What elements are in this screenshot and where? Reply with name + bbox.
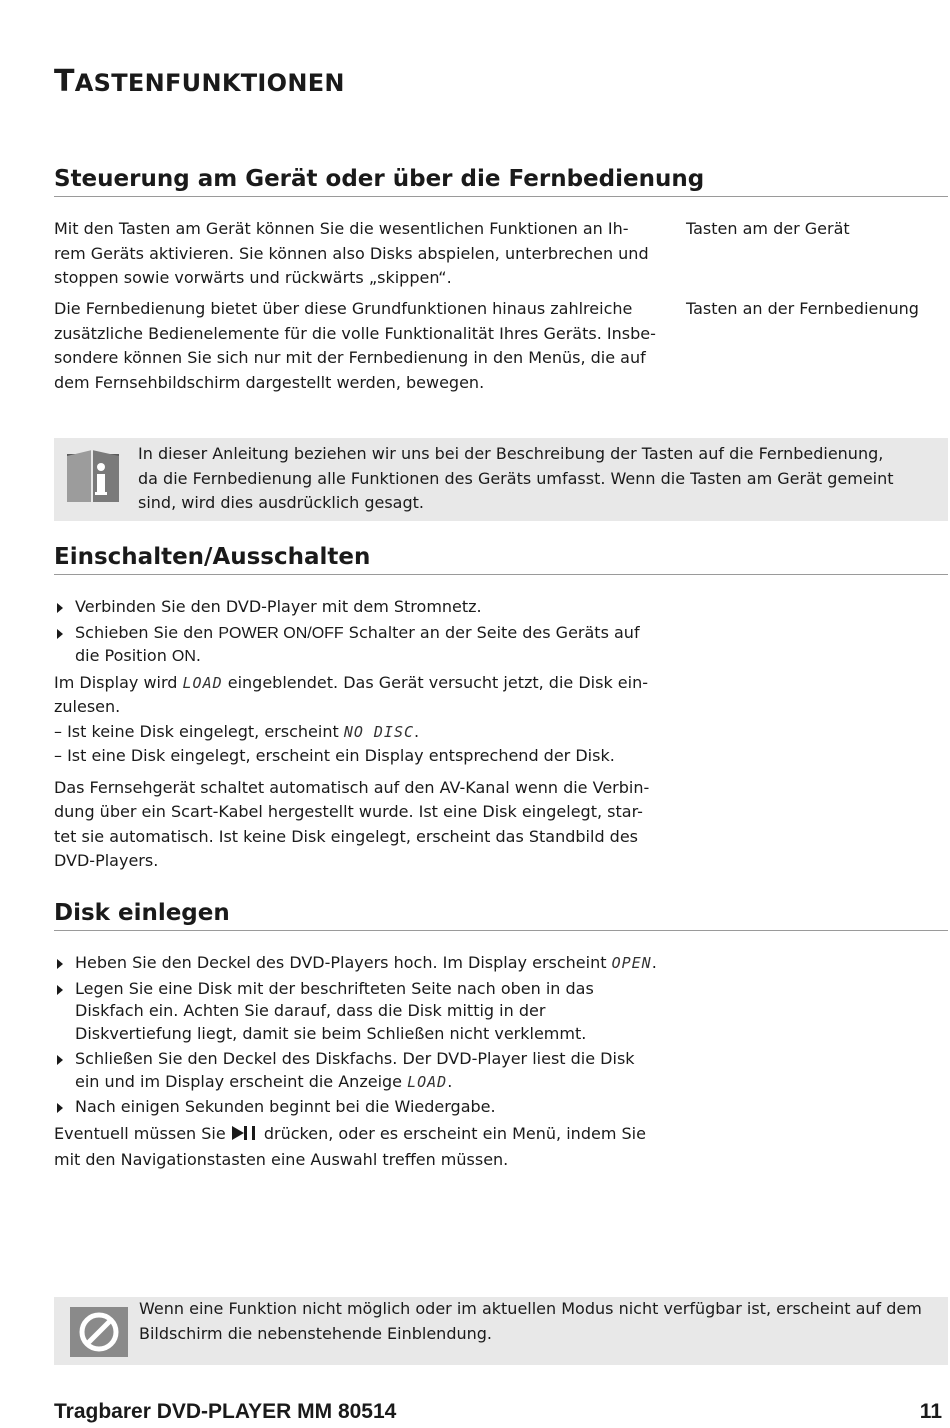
text-line: Mit den Tasten am Gerät können Sie die wesentlichen Funktionen an Ih- (54, 219, 629, 238)
display-text: Im Display wird LOAD eingeblendet. Das Gerät versucht jetzt, die Disk ein- zulesen. (54, 672, 648, 716)
lcd-text: NO DISC (343, 722, 415, 741)
page-number: 11 (919, 1400, 942, 1423)
warning-note-text (139, 1297, 922, 1346)
list-item: Legen Sie eine Disk mit der beschrifteten Seite nach oben in das Diskfach ein. Achten Sie darauf, dass die Disk mittig in der Diskvertiefung liegt, damit sie beim Schließen nicht verklemmt. (54, 978, 664, 1046)
step-list (54, 952, 664, 1119)
paragraph-tasten-geraet (54, 217, 664, 291)
bullet-arrow-icon (57, 985, 63, 995)
footer-product-name: Tragbarer DVD-PLAYER MM 80514 (54, 1400, 397, 1423)
text-line: dung über ein Scart-Kabel hergestellt wurde. Ist eine Disk eingelegt, star- (54, 802, 643, 821)
section-heading-disk-einlegen: Disk einlegen (54, 900, 948, 931)
text-line: Die Fernbedienung bietet über diese Grundfunktionen hinaus zahlreiche (54, 299, 633, 318)
av-paragraph (54, 776, 664, 874)
list-item: Nach einigen Sekunden beginnt bei die Wiedergabe. (54, 1096, 664, 1119)
text-line: Wenn eine Funktion nicht möglich oder im aktuellen Modus nicht verfügbar ist, erscheint auf dem (139, 1299, 922, 1318)
lcd-text: LOAD (182, 673, 223, 692)
lcd-text: OPEN (611, 954, 652, 972)
prohibited-icon (70, 1307, 128, 1361)
page-title: TASTENFUNKTIONEN (54, 64, 345, 99)
disc-line: – Ist eine Disk eingelegt, erscheint ein Display entsprechend der Disk. (54, 746, 615, 765)
no-disc-line: – Ist keine Disk eingelegt, erscheint NO DISC. (54, 721, 420, 741)
list-item: Schließen Sie den Deckel des Diskfachs. Der DVD-Player liest die Disk ein und im Display erscheint die Anzeige LOAD. (54, 1048, 664, 1093)
warning-note-box (54, 1297, 948, 1365)
bullet-arrow-icon (57, 1055, 63, 1065)
info-note-box (54, 438, 948, 521)
text-line: dem Fernsehbildschirm dargestellt werden, bewegen. (54, 372, 485, 392)
bullet-arrow-icon (57, 629, 63, 639)
info-note-text (138, 442, 894, 516)
text-line: zusätzliche Bedienelemente für die volle Funktionalität Ihres Geräts. Insbe- (54, 323, 656, 343)
key-label: POWER ON/OFF (218, 624, 344, 642)
text-line: In dieser Anleitung beziehen wir uns bei der Beschreibung der Tasten auf die Fernbedienung, (138, 444, 884, 463)
bullet-arrow-icon (57, 959, 63, 969)
text-line: sondere können Sie sich nur mit der Fernbedienung in den Menüs, die auf (54, 348, 646, 367)
text-line: tet sie automatisch. Ist keine Disk eingelegt, erscheint das Standbild des (54, 826, 639, 846)
section-einschalten-body (54, 596, 664, 874)
step-list (54, 596, 664, 669)
text-line: sind, wird dies ausdrücklich gesagt. (138, 493, 424, 512)
bullet-arrow-icon (57, 1103, 63, 1113)
play-pause-icon (231, 1124, 259, 1149)
text-line: DVD-Players. (54, 851, 159, 870)
margin-label-fernbedienung: Tasten an der Fernbedienung (686, 299, 919, 318)
bullet-arrow-icon (57, 603, 63, 613)
lcd-text: LOAD (407, 1072, 448, 1091)
section-heading-einschalten: Einschalten/Ausschalten (54, 544, 948, 575)
list-item: Verbinden Sie den DVD-Player mit dem Stromnetz. (54, 596, 664, 619)
section-disk-body (54, 952, 664, 1173)
text-line: Bildschirm die nebenstehende Einblendung. (139, 1323, 492, 1343)
list-item: Schieben Sie den POWER ON/OFF Schalter an der Seite des Geräts auf die Position ON. (54, 622, 664, 669)
paragraph-fernbedienung (54, 297, 664, 395)
section-heading-steuerung: Steuerung am Gerät oder über die Fernbedienung (54, 166, 948, 197)
text-line: rem Geräts aktivieren. Sie können also Disks abspielen, unterbrechen und (54, 243, 649, 263)
text-line: da die Fernbedienung alle Funktionen des Geräts umfasst. Wenn die Tasten am Gerät gemeint (138, 468, 894, 488)
margin-label-tasten-geraet: Tasten am der Gerät (686, 219, 850, 238)
final-paragraph: Eventuell müssen Sie drücken, oder es erscheint ein Menü, indem Sie mit den Navigationstasten eine Auswahl treffen müssen. (54, 1123, 646, 1169)
text-line: Das Fernsehgerät schaltet automatisch auf den AV-Kanal wenn die Verbin- (54, 777, 650, 797)
list-item: Heben Sie den Deckel des DVD-Players hoch. Im Display erscheint OPEN. (54, 952, 664, 975)
info-book-icon (64, 446, 122, 510)
text-line: stoppen sowie vorwärts und rückwärts „skippen“. (54, 268, 452, 287)
key-label: ON (171, 648, 196, 665)
